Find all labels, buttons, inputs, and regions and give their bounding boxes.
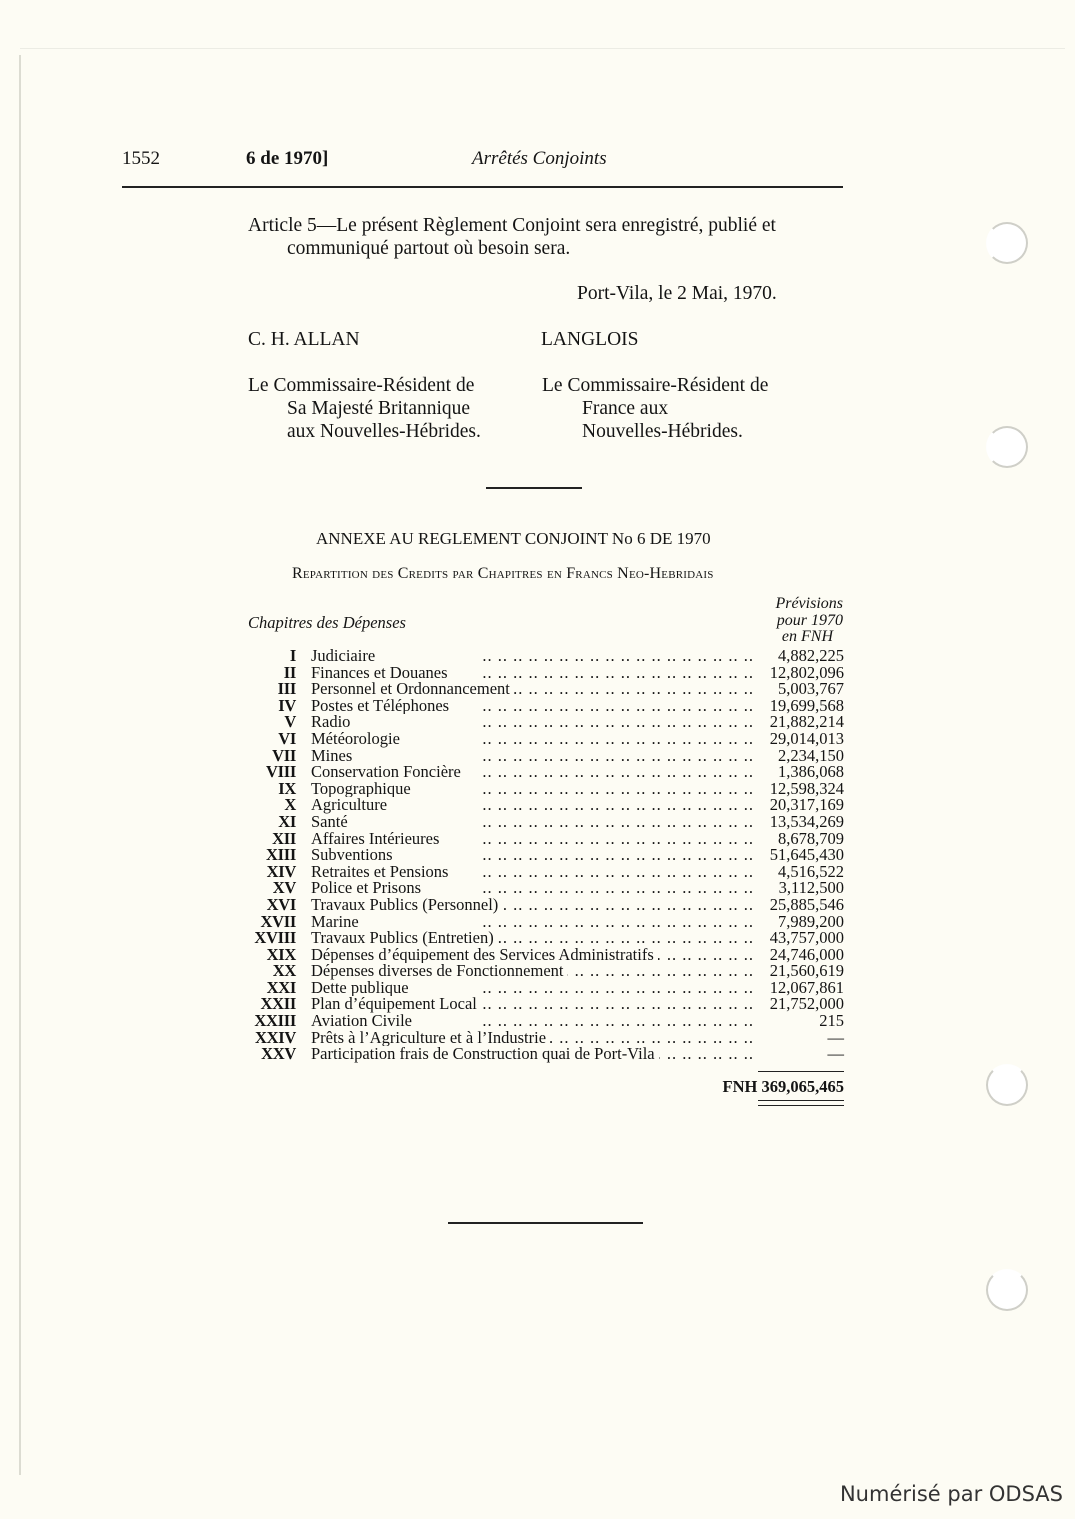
table-row [246, 714, 844, 731]
header-line: en FNH [781, 628, 833, 645]
table-row [246, 797, 844, 814]
chapter-label [311, 714, 758, 731]
chapter-label-text: Prêts à l’Agriculture et à l’Industrie [311, 1030, 550, 1047]
chapter-label-text: Topographique [311, 781, 415, 798]
chapter-amount: 4,882,225 [778, 646, 844, 665]
table-row [246, 847, 844, 864]
chapter-label [311, 996, 758, 1013]
chapter-label-text: Marine [311, 914, 363, 931]
chapter-label [311, 930, 758, 947]
signatory-title-1: aux Nouvelles-Hébrides. [287, 421, 481, 442]
punch-hole [986, 222, 1028, 264]
table-row [246, 911, 844, 931]
total-amount: FNH 369,065,465 [722, 1077, 844, 1096]
punch-hole [986, 1064, 1028, 1106]
chapter-amount: 43,757,000 [769, 928, 844, 948]
place-date: Port-Vila, le 2 Mai, 1970. [577, 283, 777, 304]
chapter-number: XXI [266, 977, 296, 997]
chapter-label [311, 1030, 758, 1047]
signatory-title-2: France aux [582, 398, 669, 419]
table-row [246, 880, 844, 897]
chapter-label-text: Personnel et Ordonnancement [311, 681, 514, 698]
table-row [246, 828, 844, 848]
double-rule [758, 1100, 844, 1106]
chapter-amount: 21,752,000 [769, 994, 844, 1014]
chapter-amount: 2,234,150 [778, 745, 844, 765]
chapter-number: XX [272, 961, 296, 981]
chapter-amount: — [827, 1044, 844, 1064]
annex-title: ANNEXE AU REGLEMENT CONJOINT No 6 DE 1970 [316, 529, 711, 548]
chapter-label [311, 698, 758, 715]
chapter-label-text: Participation frais de Construction quai de Port-Vila [311, 1046, 659, 1063]
chapter-label [311, 897, 758, 914]
header-line: pour 1970 [776, 611, 843, 629]
signatory-title-1: Sa Majesté Britannique [287, 398, 471, 419]
chapter-amount: 24,746,000 [769, 944, 844, 964]
chapter-number: XVII [260, 911, 296, 931]
header-rule [122, 186, 843, 188]
chapter-number: XVIII [254, 928, 296, 948]
chapter-label-text: Agriculture [311, 797, 391, 814]
table-row [246, 662, 844, 682]
table-row [246, 996, 844, 1013]
table-row [246, 944, 844, 964]
table-row [246, 930, 844, 947]
chapter-label [311, 1046, 758, 1063]
chapter-label-text: Retraites et Pensions [311, 864, 452, 881]
chapter-amount: 51,645,430 [769, 845, 844, 865]
chapter-number: XIX [266, 944, 296, 964]
chapter-amount: 12,067,861 [769, 977, 844, 997]
chapter-number: XV [272, 878, 296, 898]
chapter-label-text: Travaux Publics (Entretien) [311, 930, 498, 947]
chapter-label-text: Dépenses d’équipement des Services Administratifs [311, 947, 658, 964]
chapter-amount: 3,112,500 [778, 878, 844, 898]
chapter-number: VIII [266, 762, 296, 782]
chapter-label [311, 648, 758, 665]
signatory-name-1: C. H. ALLAN [248, 329, 360, 350]
chapter-label [311, 831, 758, 848]
chapter-number: XXIII [254, 1011, 296, 1031]
table-row [246, 894, 844, 914]
table-row [246, 648, 844, 665]
chapter-label-text: Travaux Publics (Personnel) [311, 897, 502, 914]
article-line-2: communiqué partout où besoin sera. [287, 238, 571, 259]
chapter-label-text: Subventions [311, 847, 397, 864]
signatory-title-1: Le Commissaire-Résident de [248, 375, 475, 396]
digitization-credit: Numérisé par ODSAS [839, 1482, 1063, 1506]
chapter-amount: 215 [819, 1011, 844, 1031]
table-row [246, 977, 844, 997]
chapter-amount: 7,989,200 [778, 911, 844, 931]
chapter-amount: 13,534,269 [769, 811, 844, 831]
column-header-amount [775, 596, 843, 646]
chapter-number: IX [278, 778, 296, 798]
issue-ref: 6 de 1970] [246, 148, 329, 169]
chapter-label-text: Judiciaire [311, 648, 379, 665]
chapter-label-text: Finances et Douanes [311, 665, 452, 682]
chapter-number: XXIV [255, 1027, 296, 1047]
chapter-number: IV [278, 695, 296, 715]
table-row [246, 745, 844, 765]
article-line-1: Article 5—Le présent Règlement Conjoint sera enregistré, publié et [248, 215, 776, 236]
chapter-number: VI [278, 728, 296, 748]
annex-subtitle: Repartition des Credits par Chapitres en Francs Neo-Hebridais [292, 565, 714, 582]
chapter-label-text: Dette publique [311, 980, 413, 997]
chapter-label [311, 731, 758, 748]
chapter-amount: — [827, 1027, 844, 1047]
chapter-label [311, 797, 758, 814]
chapter-label-text: Santé [311, 814, 352, 831]
divider [448, 1222, 643, 1224]
chapter-number: X [284, 795, 296, 815]
chapter-label-text: Météorologie [311, 731, 404, 748]
page-number: 1552 [122, 148, 160, 169]
header-line: Prévisions [775, 595, 843, 612]
page-edge [19, 55, 21, 1475]
chapter-amount: 19,699,568 [769, 695, 844, 715]
chapter-number: I [289, 646, 296, 665]
chapter-amount: 25,885,546 [769, 894, 844, 914]
chapter-label-text: Police et Prisons [311, 880, 425, 897]
table-row [246, 728, 844, 748]
chapter-amount: 21,560,619 [769, 961, 844, 981]
chapter-number: II [283, 662, 296, 682]
chapter-number: III [277, 679, 296, 699]
table-row [246, 861, 844, 881]
chapter-label [311, 764, 758, 781]
chapter-number: XIII [266, 845, 296, 865]
chapter-label-text: Conservation Foncière [311, 764, 465, 781]
chapter-label [311, 781, 758, 798]
table-row [246, 695, 844, 715]
table-row [246, 963, 844, 980]
chapter-label [311, 681, 758, 698]
chapter-number: XXV [261, 1044, 296, 1064]
chapter-amount: 29,014,013 [769, 728, 844, 748]
table-row [246, 811, 844, 831]
table-row [246, 1013, 844, 1030]
chapter-amount: 20,317,169 [769, 795, 844, 815]
table-row [246, 681, 844, 698]
divider [486, 487, 582, 489]
chapter-label [311, 665, 758, 682]
chapter-label [311, 1013, 758, 1030]
chapter-number: XIV [266, 861, 296, 881]
chapter-amount: 12,598,324 [769, 778, 844, 798]
chapter-label [311, 914, 758, 931]
chapter-label [311, 847, 758, 864]
budget-table [246, 648, 844, 1063]
signatory-title-2: Nouvelles-Hébrides. [582, 421, 743, 442]
chapter-label [311, 980, 758, 997]
signatory-title-2: Le Commissaire-Résident de [542, 375, 769, 396]
table-row [246, 778, 844, 798]
chapter-number: XI [278, 811, 296, 831]
column-header-chapters: Chapitres des Dépenses [248, 613, 406, 632]
chapter-amount: 5,003,767 [778, 679, 844, 699]
chapter-label [311, 748, 758, 765]
punch-hole [986, 426, 1028, 468]
chapter-label-text: Affaires Intérieures [311, 831, 443, 848]
table-row [246, 1046, 844, 1063]
chapter-amount: 1,386,068 [778, 762, 844, 782]
chapter-amount: 4,516,522 [778, 861, 844, 881]
chapter-label [311, 814, 758, 831]
chapter-amount: 21,882,214 [769, 712, 844, 732]
chapter-label [311, 947, 758, 964]
chapter-label-text: Radio [311, 714, 354, 731]
chapter-label-text: Aviation Civile [311, 1013, 416, 1030]
table-row [246, 1027, 844, 1047]
chapter-amount: 12,802,096 [769, 662, 844, 682]
chapter-label-text: Postes et Téléphones [311, 698, 453, 715]
chapter-label-text: Plan d’équipement Local [311, 996, 481, 1013]
punch-hole [986, 1269, 1028, 1311]
page-edge [20, 48, 1065, 49]
sum-rule [758, 1071, 844, 1072]
chapter-number: XXII [260, 994, 296, 1014]
chapter-number: V [284, 712, 296, 732]
table-row [246, 764, 844, 781]
chapter-number: XII [272, 828, 296, 848]
chapter-number: VII [272, 745, 296, 765]
chapter-label-text: Dépenses diverses de Fonctionnement [311, 963, 567, 980]
chapter-amount: 8,678,709 [778, 828, 844, 848]
chapter-label [311, 880, 758, 897]
running-title: Arrêtés Conjoints [472, 148, 607, 169]
chapter-label-text: Mines [311, 748, 356, 765]
chapter-label [311, 963, 758, 980]
signatory-name-2: LANGLOIS [541, 329, 639, 350]
chapter-number: XVI [266, 894, 296, 914]
chapter-label [311, 864, 758, 881]
